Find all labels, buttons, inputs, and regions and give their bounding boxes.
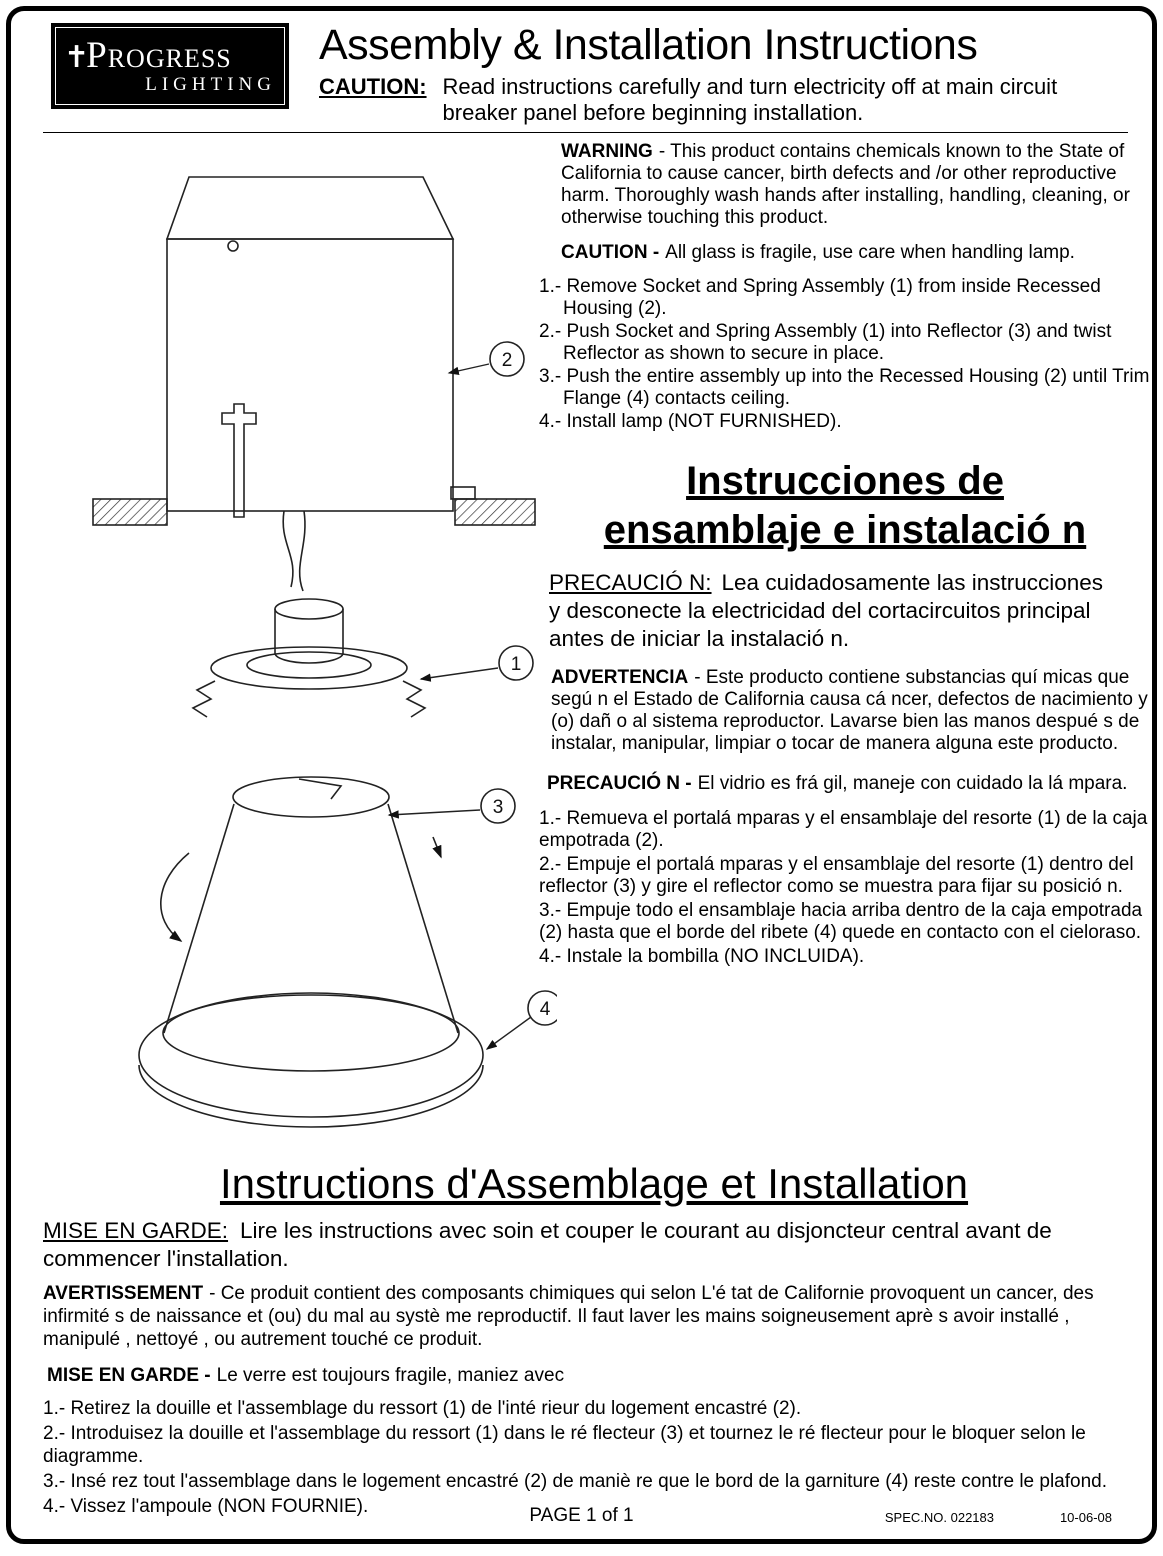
header-divider [43, 132, 1128, 133]
socket-spring-assembly [193, 599, 425, 717]
french-fragile-text: Le verre est toujours fragile, maniez avec [216, 1364, 565, 1386]
french-fragile-label: MISE EN GARDE - [47, 1364, 211, 1386]
french-step-2: 2.- Introduisez la douille et l'assemblage du ressort (1) dans le ré flecteur (3) et tournez le ré flecteur pour le bloquer selon le diagramme. [43, 1423, 1086, 1468]
callout-number-2: 2 [501, 350, 513, 371]
page-number: PAGE 1 of 1 [529, 1505, 634, 1526]
french-title-text: Instructions d'Assemblage et Installation [219, 1160, 969, 1207]
header-caution-text: Read instructions carefully and turn electricity off at main circuit breaker panel before beginning installation. [442, 74, 1058, 126]
french-mise-text: Lire les instructions avec soin et couper le courant au disjoncteur central avant de commencer l'installation. [43, 1218, 1052, 1271]
spanish-title-line1: Instrucciones de [686, 459, 1004, 504]
instruction-sheet [6, 6, 1157, 1544]
french-title [43, 1159, 1145, 1209]
trim-flange [139, 993, 483, 1127]
logo-wordmark [64, 34, 276, 76]
header-text [319, 23, 1126, 126]
french-step-1: 1.- Retirez la douille et l'assemblage du ressort (1) de l'inté rieur du logement encastré (2). [43, 1398, 802, 1420]
french-steps [43, 1398, 1145, 1518]
french-step-3: 3.- Insé rez tout l'assemblage dans le logement encastré (2) de maniè re que le bord de la garniture (4) reste contre le plafond. [43, 1470, 1107, 1492]
english-warning-text: - This product contains chemicals known to the State of California to cause cancer, birth defects and /or other reproductive harm. Thoroughly wash hands after installing, handling, cleaning, or otherwise touching this product. [561, 141, 1130, 229]
spanish-precaucion-label: PRECAUCIÓ N: [549, 569, 712, 595]
english-caution-label: CAUTION - [561, 242, 660, 264]
english-warning [539, 141, 1151, 229]
spanish-precaucion [539, 569, 1151, 653]
english-caution-text: All glass is fragile, use care when handling lamp. [665, 242, 1075, 264]
spec-number: SPEC.NO. 022183 [884, 1510, 994, 1525]
cross-icon: ✝ [64, 40, 91, 74]
french-avertissement-text: - Ce produit contient des composants chimiques qui selon L'é tat de Californie provoquent un cancer, des infirmité s de naissance et (ou) du mal au systè me reproductif. Il faut laver les mains soigneusement aprè s avoir installé , manipulé , nettoyé , ou autrement touché ce produit. [43, 1283, 1094, 1350]
english-step-3: 3.- Push the entire assembly up into the Recessed Housing (2) until Trim Flange (4) contacts ceiling. [539, 366, 1150, 410]
english-caution [539, 242, 1151, 264]
french-avertissement [43, 1283, 1145, 1351]
progress-lighting-logo [51, 23, 289, 109]
spec-date: 10-06-08 [1059, 1510, 1112, 1525]
callout-number-4: 4 [539, 999, 551, 1020]
french-avertissement-label: AVERTISSEMENT [43, 1283, 204, 1305]
fixture-diagram [37, 147, 557, 1159]
spanish-fragile-label: PRECAUCIÓ N - [547, 772, 692, 794]
english-step-4: 4.- Install lamp (NOT FURNISHED). [539, 411, 842, 433]
spanish-title [539, 457, 1151, 555]
french-step-4: 4.- Vissez l'ampoule (NON FOURNIE). [43, 1495, 369, 1517]
spanish-step-1: 1.- Remueva el portalá mparas y el ensamblaje del resorte (1) de la caja empotrada (2). [539, 807, 1148, 851]
wires [283, 511, 305, 591]
french-mise-en-garde [43, 1217, 1145, 1272]
callout-number-3: 3 [492, 797, 504, 818]
french-mise-label: MISE EN GARDE: [43, 1218, 229, 1244]
spanish-steps [539, 808, 1151, 968]
spanish-advertencia-label: ADVERTENCIA [551, 666, 689, 688]
callout-housing [449, 342, 524, 376]
french-section [43, 1159, 1145, 1520]
english-step-2: 2.- Push Socket and Spring Assembly (1) into Reflector (3) and twist Reflector as shown to secure in place. [539, 321, 1112, 365]
header-caution-label: CAUTION: [319, 74, 427, 100]
callout-number-1: 1 [510, 654, 522, 675]
french-fragile-caution [43, 1365, 1145, 1388]
english-steps [539, 276, 1151, 433]
spanish-advertencia [539, 667, 1151, 755]
spanish-step-4: 4.- Instale la bombilla (NO INCLUIDA). [539, 945, 865, 967]
header-caution [319, 74, 1126, 126]
ceiling-section [93, 487, 535, 525]
spanish-precaucion-text: Lea cuidadosamente las instrucciones y desconecte la electricidad del cortacircuitos principal antes de iniciar la instalació n. [549, 569, 1104, 651]
right-column [539, 141, 1151, 970]
logo-text-lighting: LIGHTING [145, 73, 276, 95]
callout-flange [487, 991, 557, 1049]
spanish-fragile-caution [539, 773, 1151, 795]
spanish-fragile-text: El vidrio es frá gil, maneje con cuidado la lá mpara. [697, 772, 1128, 794]
english-step-1: 1.- Remove Socket and Spring Assembly (1) from inside Recessed Housing (2). [539, 276, 1101, 320]
recessed-housing [167, 177, 453, 517]
spanish-title-line2: ensamblaje e instalació n [603, 508, 1087, 553]
spanish-advertencia-text: - Este producto contiene substancias quí micas que segú n el Estado de California causa cá ncer, defectos de nacimiento y (o) dañ o al sistema reproductor. Lavarse bien las manos despué s de instalar, manipular, limpiar o tocar de manera alguna este producto. [551, 666, 1148, 754]
callout-socket [421, 646, 533, 680]
spanish-step-2: 2.- Empuje el portalá mparas y el ensamblaje del resorte (1) dentro del reflector (3) y gire el reflector como se muestra para fijar su posició n. [539, 853, 1134, 897]
callout-reflector [389, 789, 515, 823]
logo-text-progress: Progress [86, 34, 232, 76]
english-warning-label: WARNING [561, 141, 653, 162]
logo-frame [55, 27, 285, 105]
spanish-step-3: 3.- Empuje todo el ensamblaje hacia arriba dentro de la caja empotrada (2) hasta que el borde del ribete (4) quede en contacto con el cieloraso. [539, 899, 1143, 943]
header [51, 23, 1126, 126]
page-title: Assembly & Installation Instructions [319, 21, 978, 69]
